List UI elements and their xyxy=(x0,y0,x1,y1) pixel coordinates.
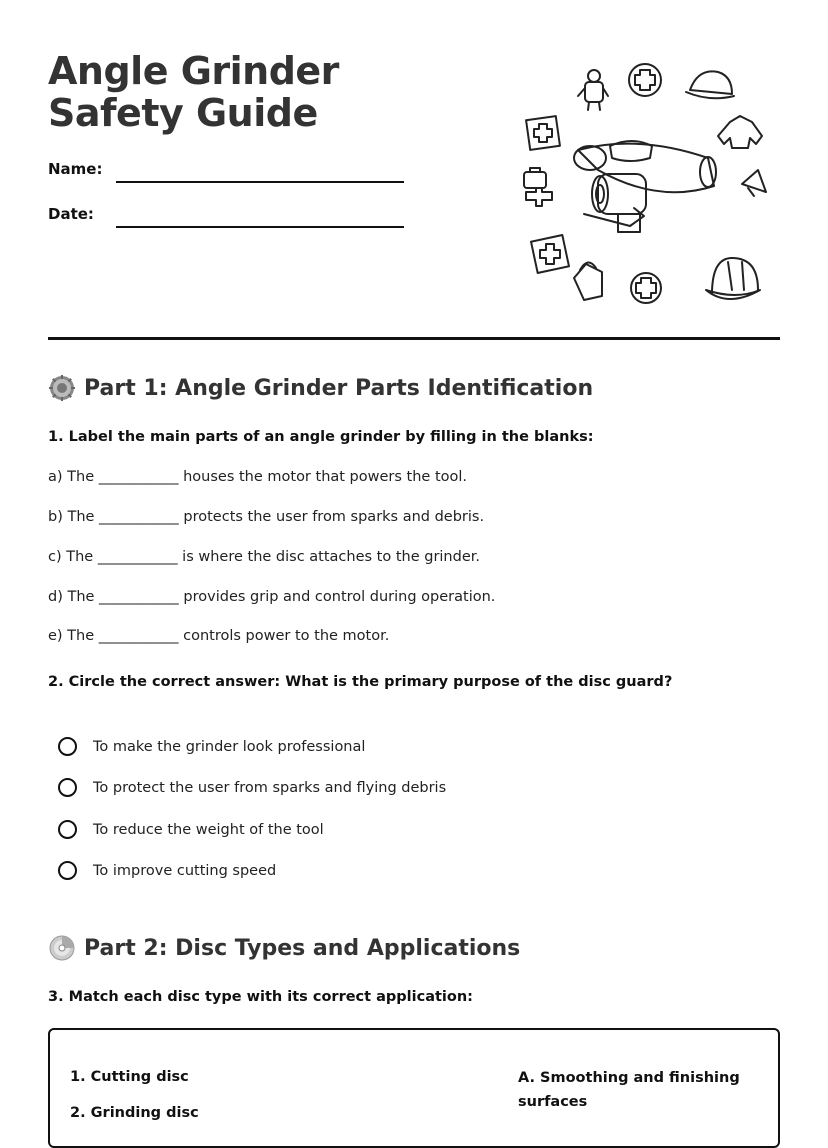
part2-heading xyxy=(48,934,520,962)
match-left-item-2: 2. Grinding disc xyxy=(70,1105,199,1121)
name-field[interactable] xyxy=(116,181,404,183)
option-label: To make the grinder look professional xyxy=(93,738,366,755)
hard-hat-icon xyxy=(686,71,734,98)
option-label: To reduce the weight of the tool xyxy=(93,821,324,838)
gear-icon xyxy=(48,374,76,402)
option-2[interactable] xyxy=(58,778,446,797)
blank-item-b: b) The ___________ protects the user from sparks and debris. xyxy=(48,509,485,525)
option-1[interactable] xyxy=(58,737,365,756)
name-label: Name: xyxy=(48,160,103,178)
header-divider xyxy=(48,337,780,340)
date-field[interactable] xyxy=(116,226,404,228)
first-aid-box-icon xyxy=(531,235,569,273)
blank-item-d: d) The ___________ provides grip and control during operation. xyxy=(48,589,496,605)
safety-bag-icon xyxy=(574,262,602,300)
option-label: To improve cutting speed xyxy=(93,862,277,879)
match-left-item-1: 1. Cutting disc xyxy=(70,1069,189,1085)
part1-heading xyxy=(48,374,593,402)
blank-item-a: a) The ___________ houses the motor that powers the tool. xyxy=(48,469,468,485)
radio-circle[interactable] xyxy=(58,737,77,756)
safety-equipment-illustration xyxy=(518,58,772,314)
question-3: 3. Match each disc type with its correct application: xyxy=(48,989,473,1005)
first-aid-kit-icon xyxy=(526,116,560,150)
first-aid-circle-icon xyxy=(629,64,661,96)
match-right-item-a: A. Smoothing and finishing surfaces xyxy=(518,1070,740,1110)
medkit-small-icon xyxy=(524,168,552,206)
disc-icon xyxy=(48,934,76,962)
option-label: To protect the user from sparks and flying debris xyxy=(93,779,447,796)
matching-box xyxy=(48,1028,780,1148)
blank-item-c: c) The ___________ is where the disc attaches to the grinder. xyxy=(48,549,480,565)
radio-circle[interactable] xyxy=(58,778,77,797)
question-1: 1. Label the main parts of an angle grinder by filling in the blanks: xyxy=(48,429,594,445)
radio-circle[interactable] xyxy=(58,820,77,839)
option-4[interactable] xyxy=(58,861,276,880)
option-3[interactable] xyxy=(58,820,324,839)
jacket-icon xyxy=(718,116,762,148)
first-aid-badge-icon xyxy=(631,273,661,303)
date-label: Date: xyxy=(48,205,94,223)
question-2: 2. Circle the correct answer: What is the primary purpose of the disc guard? xyxy=(48,674,673,690)
part2-title: Part 2: Disc Types and Applications xyxy=(84,935,521,961)
helmet-icon xyxy=(706,258,760,299)
blank-item-e: e) The ___________ controls power to the motor. xyxy=(48,628,390,644)
page-title: Angle Grinder Safety Guide xyxy=(48,49,339,135)
radio-circle[interactable] xyxy=(58,861,77,880)
angle-grinder-icon xyxy=(574,141,716,232)
part1-title: Part 1: Angle Grinder Parts Identification xyxy=(84,375,594,401)
worker-figure-icon xyxy=(578,70,608,110)
megaphone-icon xyxy=(742,170,766,196)
